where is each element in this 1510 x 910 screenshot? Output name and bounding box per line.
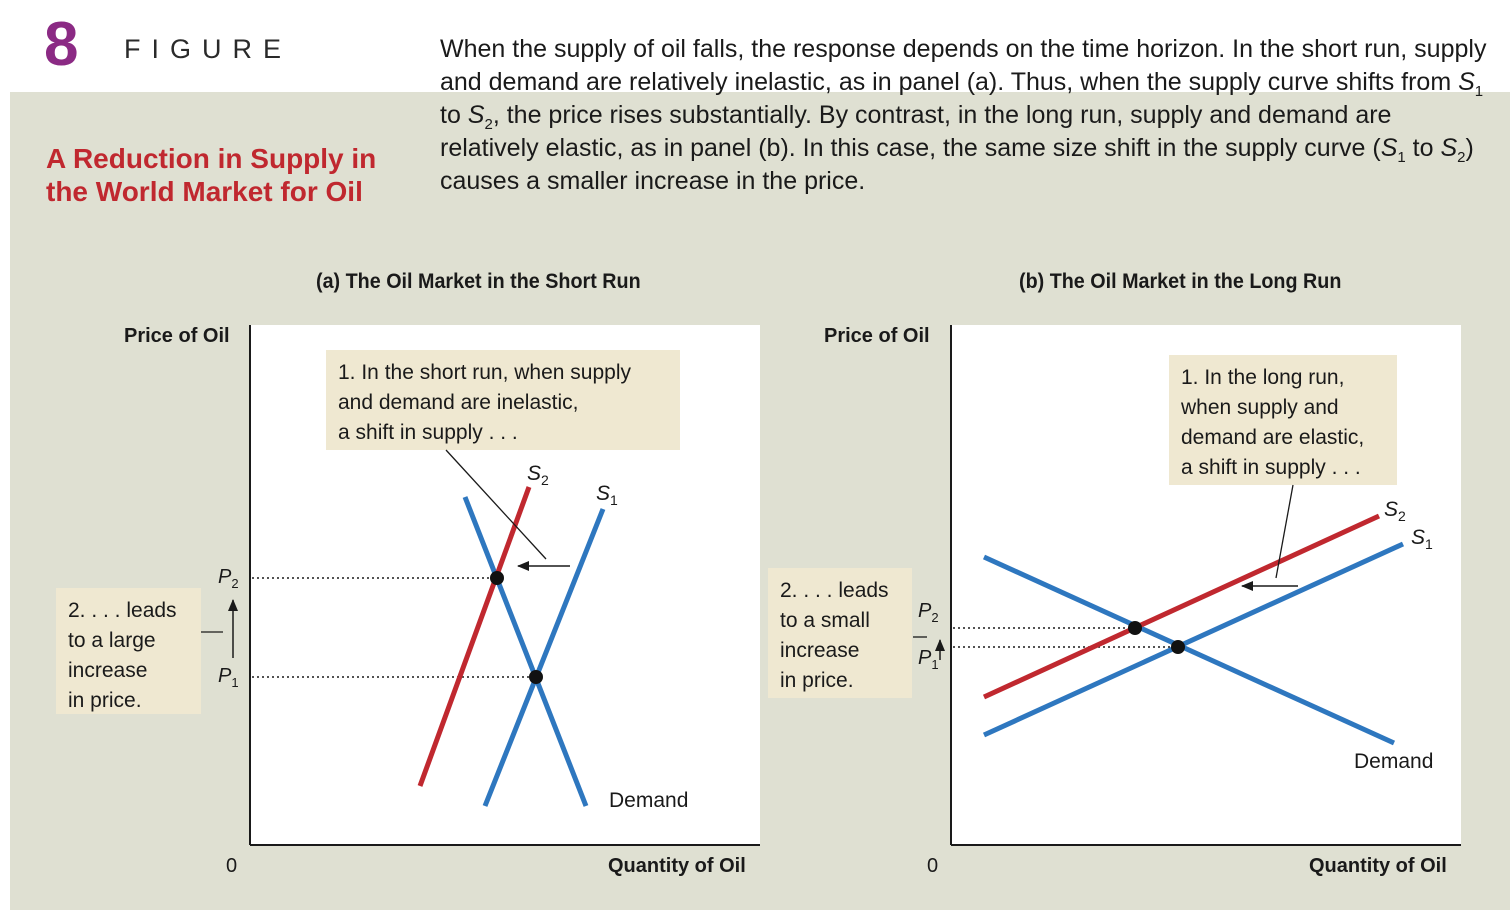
panel-b-title: (b) The Oil Market in the Long Run [1019,270,1342,293]
panel-a-equilibrium-old [529,670,543,684]
panel-b-note-leader [1276,485,1293,578]
panel-a-note-leader [446,450,546,559]
panel-a-x-axis-label: Quantity of Oil [608,855,746,877]
figure-word: FIGURE [124,34,293,64]
panel-b-p2-label: $P_2$ [918,600,939,625]
figure-title: A Reduction in Supply in the World Market for Oil [46,143,377,207]
panel-b-note-shift: 1. In the long run, when supply and demand are elastic, a shift in supply . . . [1169,355,1397,485]
panel-a-origin: 0 [226,855,238,877]
panel-a-equilibrium-new [490,571,504,585]
panel-b-demand-label: Demand [1354,750,1434,773]
panel-b-demand-curve [984,557,1394,743]
panel-b-s1-label: $S_1$ [1411,526,1433,553]
panel-a-p1-label: $P_1$ [218,665,239,690]
panel-a-note-shift: 1. In the short run, when supply and demand are inelastic, a shift in supply . . . [326,350,680,450]
panel-a-title: (a) The Oil Market in the Short Run [316,270,641,293]
panel-b-equilibrium-new [1128,621,1142,635]
panel-b-y-axis-label: Price of Oil [824,325,930,347]
panel-a-demand-label: Demand [609,789,689,812]
panel-b-x-axis-label: Quantity of Oil [1309,855,1447,877]
panel-b-s1-curve [984,544,1403,735]
figure-caption: When the supply of oil falls, the response depends on the time horizon. In the short run, supply and demand are relatively inelastic, as in panel (a). Thus, when the supply curve shifts from $S_1$ to $S_2$, the price rises substantially. By contrast, in the long run, supply and demand are relatively elastic, as in panel (b). In this case, the same size shift in the supply curve ($S_1$ to $S_2$) causes a smaller increase in the price. [440,35,1487,195]
panel-b-p1-label: $P_1$ [918,647,939,672]
panel-b-equilibrium-old [1171,640,1185,654]
panel-b-note-price: 2. . . . leads to a small increase in price. [768,568,912,698]
panel-b-s2-curve [984,516,1379,697]
figure-number: 8 [44,10,79,79]
panel-a-y-axis-label: Price of Oil [124,325,230,347]
panel-a-s1-label: $S_1$ [596,482,618,509]
panel-a-p2-label: $P_2$ [218,566,239,591]
panel-a-s2-label: $S_2$ [527,462,549,489]
panel-a-note-price: 2. . . . leads to a large increase in price. [56,588,201,714]
panel-b-origin: 0 [927,855,939,877]
panel-b-s2-label: $S_2$ [1384,498,1406,525]
panel-a-demand-curve [465,497,586,806]
